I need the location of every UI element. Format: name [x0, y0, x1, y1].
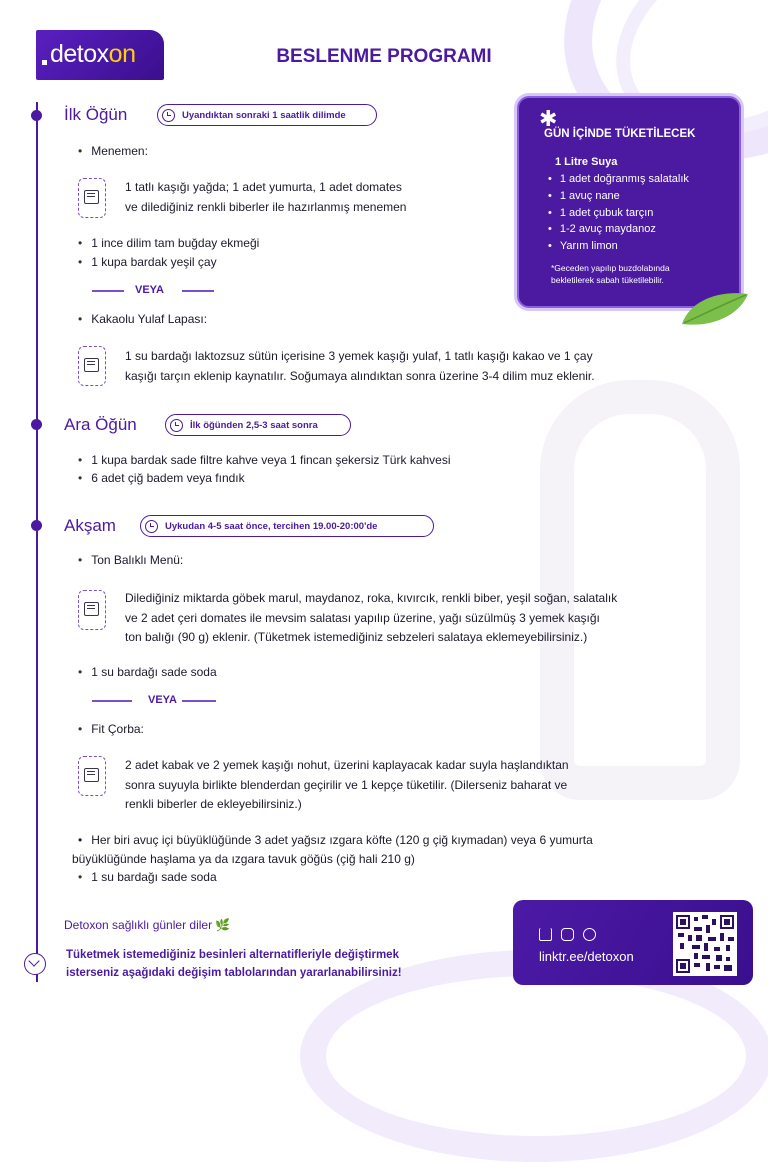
list-item: • 1 su bardağı sade soda [78, 665, 217, 679]
recipe-text [125, 756, 569, 815]
recipe-line: 2 adet kabak ve 2 yemek kaşığı nohut, üzerini kaplayacak kadar suyla haşlandıktan [125, 758, 569, 772]
list-item: • Kakaolu Yulaf Lapası: [78, 312, 207, 326]
cart-icon[interactable] [539, 928, 552, 941]
clock-icon [162, 109, 175, 122]
logo-text-a: detox [50, 40, 109, 68]
divider [182, 290, 214, 292]
qr-code [673, 912, 737, 976]
option3-line1: Her biri avuç içi büyüklüğünde 3 adet yağsız ızgara köfte (120 g çiğ kıymadan) veya 6 yumurta [91, 833, 593, 847]
timing-pill [157, 104, 377, 126]
list-item [72, 831, 712, 869]
recipe-line: kaşığı tarçın eklenip kaynatılır. Soğumaya alındıktan sonra üzerine 3-4 dilim muz eklenir. [125, 368, 595, 383]
whatsapp-icon[interactable] [583, 928, 596, 941]
recipe-line: 1 tatlı kaşığı yağda; 1 adet yumurta, 1 adet domates [125, 180, 402, 194]
timing-text: Uykudan 4-5 saat önce, tercihen 19.00-20:00'de [165, 520, 378, 532]
timeline-dot [31, 419, 42, 430]
panel-lead: 1 Litre Suya [555, 156, 618, 168]
recipe-text [125, 178, 406, 217]
list-item: • Fit Çorba: [78, 722, 144, 736]
timing-text: Uyandıktan sonraki 1 saatlik dilimde [182, 109, 346, 121]
panel-item: • Yarım limon [548, 240, 618, 252]
recipe-line: renkli biberler de ekleyebilirsiniz.) [125, 797, 302, 811]
daily-intake-panel [517, 96, 741, 308]
panel-note-line: *Geceden yapılıp buzdolabında [551, 263, 670, 273]
linktree-link[interactable]: linktr.ee/detoxon [539, 949, 634, 964]
cta-text [66, 946, 486, 982]
divider [182, 700, 216, 702]
recipe-line: Dilediğiniz miktarda göbek marul, maydanoz, roka, kıvırcık, renkli biber, yeşil soğan, salatalık [125, 591, 618, 605]
list-item: • 1 kupa bardak sade filtre kahve veya 1 fincan şekersiz Türk kahvesi [78, 453, 451, 467]
list-item: • Ton Balıklı Menü: [78, 553, 183, 567]
recipe-line: • Her biri avuç içi büyüklüğünde 3 adet yağsız ızgara köfte (120 g çiğ kıymadan) veya 6 yumurta [78, 833, 593, 847]
chevron-down-icon[interactable] [24, 953, 46, 975]
option3-line2: büyüklüğünde haşlama ya da ızgara tavuk göğüs (çiğ hali 210 g) [72, 851, 415, 866]
recipe-line: ve 2 adet çeri domates ile mevsim salatası yapılıp üzerine, yağı süzülmüş 3 yemek kaşığı [125, 610, 600, 625]
logo-text-b: on [108, 40, 136, 68]
divider [92, 290, 124, 292]
timeline-dot [31, 110, 42, 121]
panel-item: • 1 avuç nane [548, 190, 620, 202]
panel-note-line: bekletilerek sabah tüketilebilir. [551, 275, 664, 285]
recipe-text [125, 347, 595, 386]
recipe-text [125, 589, 617, 648]
timeline-dot [31, 520, 42, 531]
social-box [513, 900, 753, 985]
timeline-line [36, 102, 38, 982]
instagram-icon[interactable] [561, 928, 574, 941]
greeting-text: Detoxon sağlıklı günler diler 🌿 [64, 918, 231, 932]
or-label: VEYA [148, 694, 177, 706]
leaf-icon [680, 290, 750, 328]
section-heading-ara-ogun: Ara Öğün [64, 415, 137, 434]
recipe-icon [78, 178, 106, 218]
list-item: • 1 kupa bardak yeşil çay [78, 255, 217, 269]
cta-line: Tüketmek istemediğiniz besinleri alternatifleriyle değiştirmek [66, 949, 399, 961]
page-title: BESLENME PROGRAMI [276, 46, 492, 67]
clock-icon [170, 419, 183, 432]
cta-line: isterseniz aşağıdaki değişim tablolarından yararlanabilirsiniz! [66, 967, 402, 979]
social-icons [539, 928, 596, 941]
recipe-icon [78, 346, 106, 386]
divider [92, 700, 132, 702]
section-heading-ilk-ogun: İlk Öğün [64, 105, 128, 124]
timing-pill [140, 515, 434, 537]
recipe-icon [78, 756, 106, 796]
list-item: • 1 ince dilim tam buğday ekmeği [78, 236, 259, 250]
recipe-line: 1 su bardağı laktozsuz sütün içerisine 3 yemek kaşığı yulaf, 1 tatlı kaşığı kakao ve 1 çay [125, 349, 593, 363]
recipe-line: ve dilediğiniz renkli biberler ile hazırlanmış menemen [125, 199, 407, 214]
list-item: • 6 adet çiğ badem veya fındık [78, 471, 245, 485]
list-item: • 1 su bardağı sade soda [78, 870, 217, 884]
panel-item: • 1 adet çubuk tarçın [548, 207, 653, 219]
section-heading-aksam: Akşam [64, 516, 116, 535]
recipe-line: ton balığı (90 g) eklenir. (Tüketmek istemediğiniz sebzeleri salataya eklemeyebilirsiniz.) [125, 630, 588, 644]
recipe-icon [78, 590, 106, 630]
list-item: • Menemen: [78, 144, 148, 158]
panel-note [551, 262, 731, 286]
clock-icon [145, 520, 158, 533]
timing-text: İlk öğünden 2,5-3 saat sonra [190, 419, 318, 431]
panel-title: GÜN İÇİNDE TÜKETİLECEK [544, 128, 696, 140]
panel-item: • 1 adet doğranmış salatalık [548, 173, 689, 185]
asterisk-icon: ✱ [539, 106, 558, 131]
or-label: VEYA [135, 284, 164, 296]
recipe-line: sonra suyuyla birlikte blenderdan geçirilir ve 1 kepçe tüketilir. (Dilerseniz baharat ve [125, 777, 568, 792]
panel-item: • 1-2 avuç maydanoz [548, 223, 656, 235]
qr-code-graphic [676, 915, 734, 973]
timing-pill [165, 414, 351, 436]
